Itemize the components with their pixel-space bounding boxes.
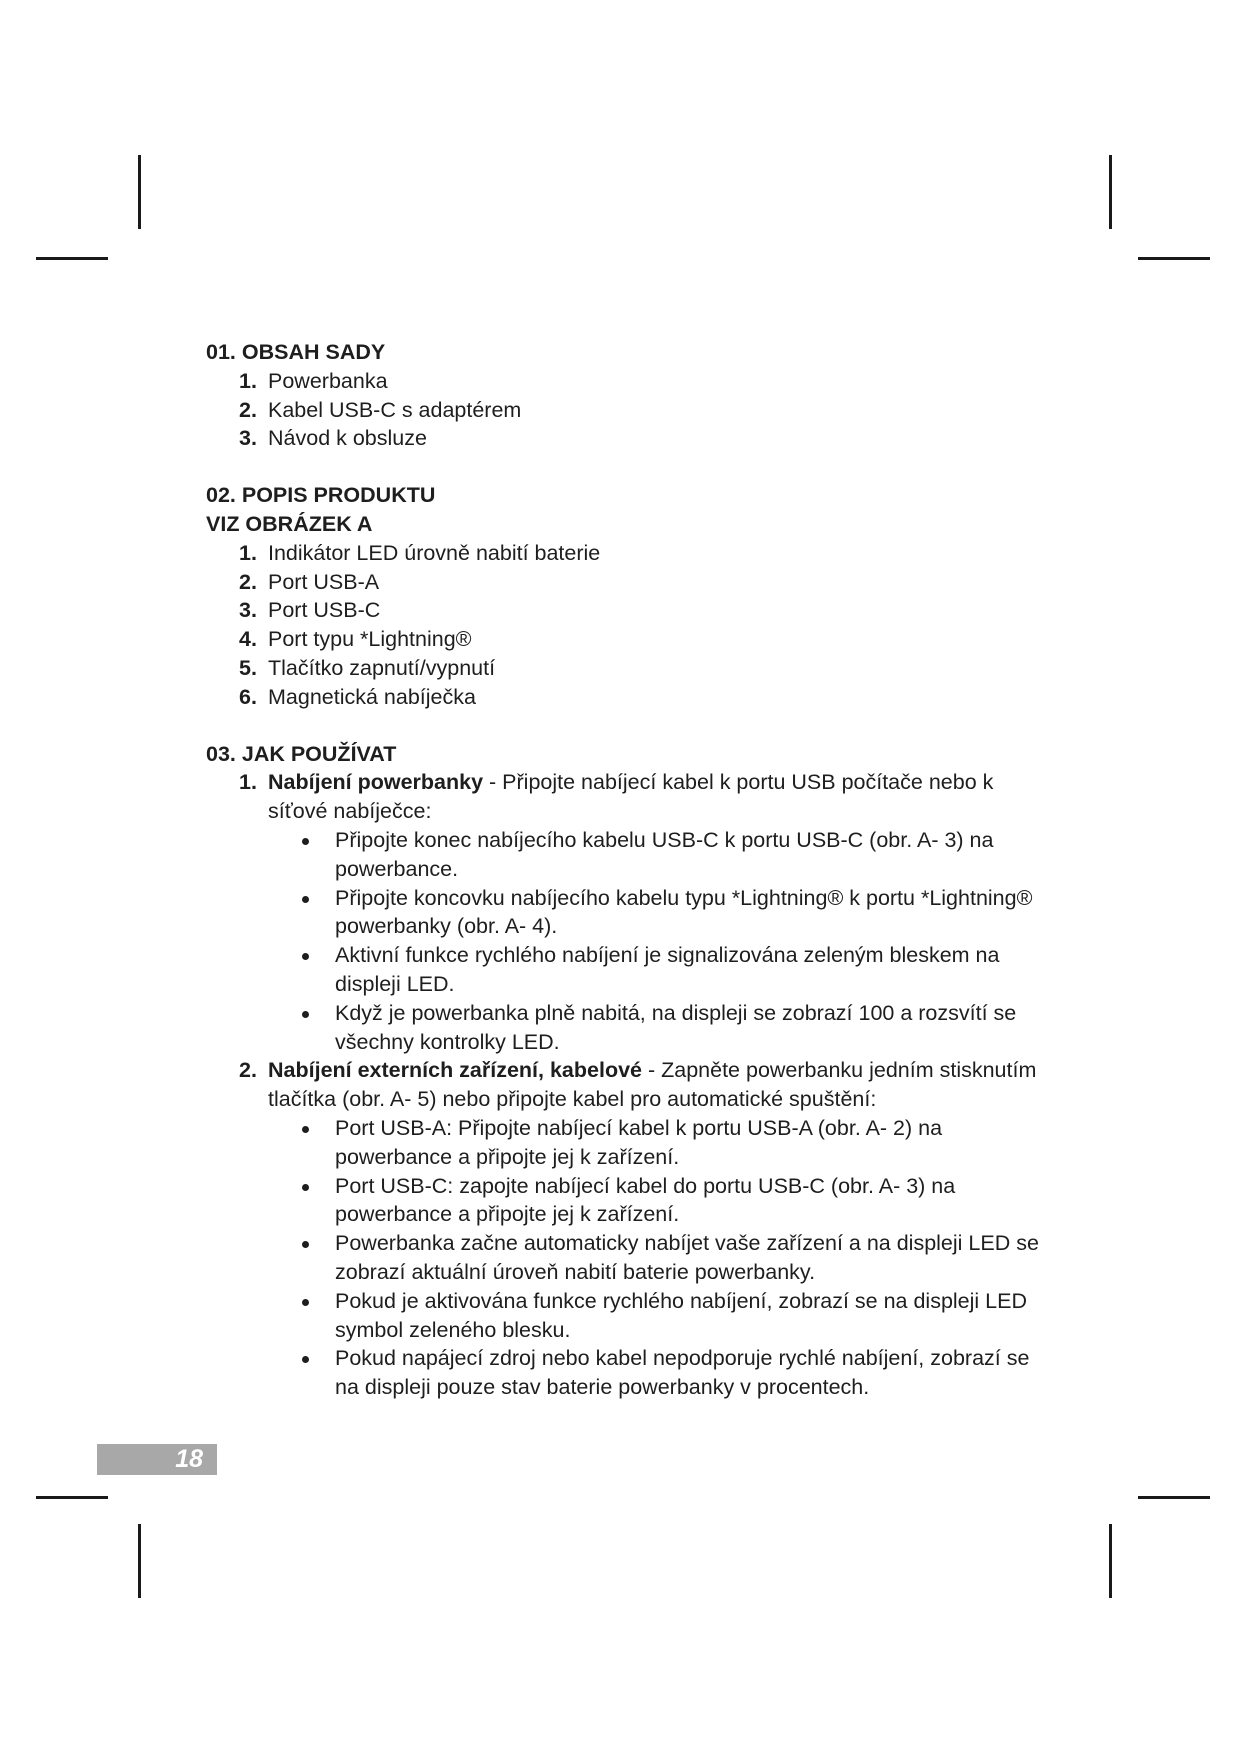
page-number: 18	[97, 1444, 217, 1475]
list-item	[239, 396, 1046, 425]
list-item	[239, 1056, 1046, 1402]
bullet-list	[268, 826, 1046, 1056]
bullet-icon	[302, 1126, 309, 1133]
item-number: 2.	[239, 1058, 257, 1083]
item-number: 1.	[239, 540, 257, 565]
crop-mark-bottom-right-horizontal	[1138, 1496, 1210, 1499]
bullet-item	[302, 1287, 1046, 1345]
bullet-icon	[302, 896, 309, 903]
section-heading: 01. OBSAH SADY	[206, 340, 386, 364]
numbered-list	[206, 539, 1046, 712]
bullet-text: Aktivní funkce rychlého nabíjení je signalizována zeleným bleskem na displeji LED.	[335, 943, 1000, 996]
item-number: 1.	[239, 368, 257, 393]
bullet-text: Port USB-A: Připojte nabíjecí kabel k portu USB-A (obr. A- 2) na powerbance a připojte jej k zařízení.	[335, 1115, 943, 1169]
crop-mark-top-right-horizontal	[1138, 257, 1210, 260]
item-title: Nabíjení externích zařízení, kabelové	[268, 1058, 643, 1083]
bullet-list	[268, 1114, 1046, 1402]
bullet-item	[302, 884, 1046, 942]
item-number: 1.	[239, 770, 257, 795]
bullet-text: Připojte konec nabíjecího kabelu USB-C k portu USB-C (obr. A- 3) na powerbance.	[335, 827, 994, 881]
bullet-icon	[302, 838, 309, 845]
list-item	[239, 654, 1046, 683]
bullet-item	[302, 1229, 1046, 1287]
item-text: Kabel USB-C s adaptérem	[268, 397, 522, 422]
item-text: Tlačítko zapnutí/vypnutí	[268, 655, 496, 680]
bullet-item	[302, 1344, 1046, 1402]
list-item	[239, 424, 1046, 453]
bullet-item	[302, 826, 1046, 884]
item-title: Nabíjení powerbanky	[268, 770, 484, 795]
item-text: - Připojte nabíjecí kabel k portu USB počítače nebo k síťové nabíječce:	[268, 770, 994, 824]
item-number: 6.	[239, 684, 257, 709]
item-text: - Zapněte powerbanku jedním stisknutím tlačítka (obr. A- 5) nebo připojte kabel pro automatické spuštění:	[268, 1058, 1037, 1112]
list-item	[239, 596, 1046, 625]
crop-mark-top-left-horizontal	[36, 257, 108, 260]
bullet-text: Pokud napájecí zdroj nebo kabel nepodporuje rychlé nabíjení, zobrazí se na displeji pouze stav baterie powerbanky v procentech.	[335, 1346, 1030, 1400]
item-number: 3.	[239, 598, 257, 623]
numbered-list	[206, 768, 1046, 1402]
section-product-description	[206, 481, 1046, 711]
bullet-text: Když je powerbanka plně nabitá, na displeji se zobrazí 100 a rozsvítí se všechny kontrolky LED.	[335, 1000, 1017, 1054]
item-number: 2.	[239, 397, 257, 422]
bullet-text: Pokud je aktivována funkce rychlého nabíjení, zobrazí se na displeji LED symbol zeleného blesku.	[335, 1288, 1027, 1342]
bullet-text: Port USB-C: zapojte nabíjecí kabel do portu USB-C (obr. A- 3) na powerbance a připojte jej k zařízení.	[335, 1173, 956, 1227]
list-item	[239, 539, 1046, 568]
crop-mark-top-right-vertical	[1109, 155, 1112, 229]
list-item	[239, 568, 1046, 597]
item-text: Magnetická nabíječka	[268, 684, 476, 709]
item-text: Port typu *Lightning®	[268, 627, 472, 652]
numbered-list	[206, 367, 1046, 453]
list-item	[239, 367, 1046, 396]
item-number: 4.	[239, 627, 257, 652]
item-number: 3.	[239, 426, 257, 451]
section-subheading: VIZ OBRÁZEK A	[206, 511, 373, 536]
bullet-icon	[302, 1184, 309, 1191]
item-text: Indikátor LED úrovně nabití baterie	[268, 540, 601, 565]
section-heading: 02. POPIS PRODUKTU	[206, 483, 436, 508]
item-text: Powerbanka	[268, 368, 388, 393]
bullet-item	[302, 1114, 1046, 1172]
list-item	[239, 625, 1046, 654]
section-contents	[206, 338, 1046, 453]
item-number: 5.	[239, 655, 257, 680]
crop-mark-bottom-left-vertical	[138, 1524, 141, 1598]
list-item	[239, 683, 1046, 712]
item-text: Návod k obsluze	[268, 426, 427, 451]
bullet-icon	[302, 1356, 309, 1363]
crop-mark-top-left-vertical	[138, 155, 141, 229]
section-heading: 03. JAK POUŽÍVAT	[206, 741, 397, 766]
bullet-icon	[302, 953, 309, 960]
bullet-text: Připojte koncovku nabíjecího kabelu typu *Lightning® k portu *Lightning® powerbanky (obr. A- 4).	[335, 885, 1033, 939]
document-body	[206, 338, 1046, 1402]
bullet-icon	[302, 1299, 309, 1306]
crop-mark-bottom-right-vertical	[1109, 1524, 1112, 1598]
bullet-item	[302, 1172, 1046, 1230]
bullet-item	[302, 941, 1046, 999]
bullet-text: Powerbanka začne automaticky nabíjet vaše zařízení a na displeji LED se zobrazí aktuální úroveň nabití baterie powerbanky.	[335, 1231, 1039, 1284]
item-text: Port USB-A	[268, 569, 380, 594]
list-item	[239, 768, 1046, 1056]
item-number: 2.	[239, 569, 257, 594]
section-how-to-use	[206, 740, 1046, 1402]
bullet-item	[302, 999, 1046, 1057]
bullet-icon	[302, 1241, 309, 1248]
bullet-icon	[302, 1011, 309, 1018]
item-text: Port USB-C	[268, 598, 381, 623]
crop-mark-bottom-left-horizontal	[36, 1496, 108, 1499]
